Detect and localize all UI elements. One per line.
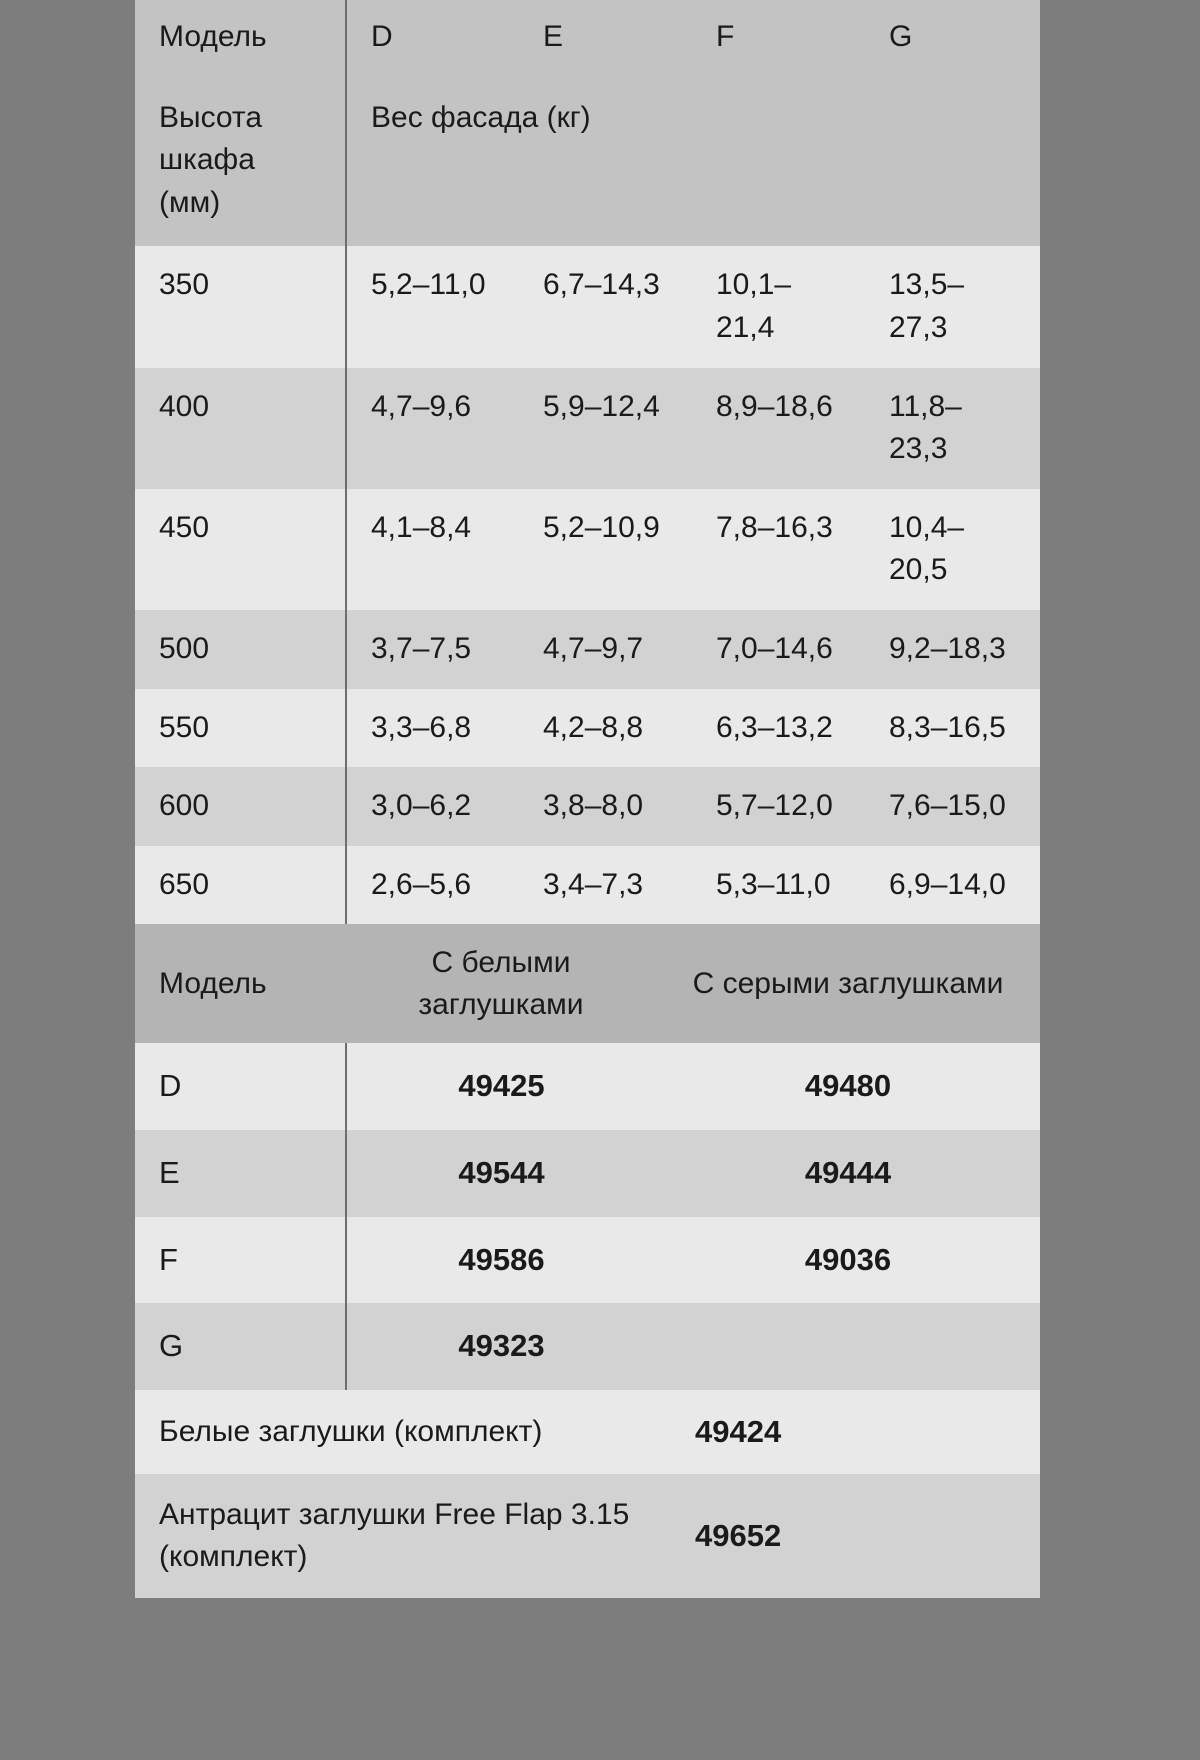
cell-f: 7,0–14,6	[692, 610, 865, 689]
cell-d: 3,7–7,5	[346, 610, 519, 689]
cell-f: 7,8–16,3	[692, 489, 865, 610]
cell-g: 8,3–16,5	[865, 689, 1040, 768]
cell-g: 9,2–18,3	[865, 610, 1040, 689]
table-row	[135, 767, 1040, 846]
header-e: E	[519, 0, 692, 77]
table-header-row	[135, 0, 1040, 77]
cell-d: 3,0–6,2	[346, 767, 519, 846]
weight-table-head	[135, 0, 1040, 77]
cell-e: 3,8–8,0	[519, 767, 692, 846]
cell-g: 13,5–27,3	[865, 246, 1040, 367]
order-codes-table	[135, 924, 1040, 1390]
table-row	[135, 1390, 1040, 1473]
row-model: D	[135, 1043, 346, 1130]
cell-e: 4,2–8,8	[519, 689, 692, 768]
cell-d: 5,2–11,0	[346, 246, 519, 367]
cell-white-code: 49425	[346, 1043, 656, 1130]
weight-table-body	[135, 77, 1040, 925]
header-white-caps: С белыми заглушками	[346, 924, 656, 1043]
cell-f: 6,3–13,2	[692, 689, 865, 768]
cell-grey-code	[656, 1303, 1040, 1390]
table-row	[135, 1043, 1040, 1130]
cell-d: 2,6–5,6	[346, 846, 519, 925]
codes-table-body	[135, 1043, 1040, 1390]
table-row	[135, 489, 1040, 610]
table-row	[135, 246, 1040, 367]
cell-d: 3,3–6,8	[346, 689, 519, 768]
cell-grey-code: 49444	[656, 1130, 1040, 1217]
table-header-row	[135, 924, 1040, 1043]
row-model: G	[135, 1303, 346, 1390]
cell-e: 5,2–10,9	[519, 489, 692, 610]
cell-e: 4,7–9,7	[519, 610, 692, 689]
cell-g: 6,9–14,0	[865, 846, 1040, 925]
cell-white-code: 49586	[346, 1217, 656, 1304]
row-height: 450	[135, 489, 346, 610]
cell-grey-code: 49036	[656, 1217, 1040, 1304]
row-height: 500	[135, 610, 346, 689]
cell-g: 11,8–23,3	[865, 368, 1040, 489]
table-row	[135, 368, 1040, 489]
row-model: F	[135, 1217, 346, 1304]
row-height: 550	[135, 689, 346, 768]
cell-f: 8,9–18,6	[692, 368, 865, 489]
header-grey-caps: С серыми заглушками	[656, 924, 1040, 1043]
header-model: Модель	[135, 924, 346, 1043]
cell-g: 7,6–15,0	[865, 767, 1040, 846]
tables-container	[135, 0, 1040, 1598]
header-f: F	[692, 0, 865, 77]
cell-d: 4,7–9,6	[346, 368, 519, 489]
table-row	[135, 1474, 1040, 1598]
table-row	[135, 1303, 1040, 1390]
row-height: 600	[135, 767, 346, 846]
table-row	[135, 689, 1040, 768]
cell-e: 6,7–14,3	[519, 246, 692, 367]
cell-white-code: 49544	[346, 1130, 656, 1217]
white-caps-set-label: Белые заглушки (комплект)	[135, 1390, 685, 1473]
header-d: D	[346, 0, 519, 77]
table-row	[135, 1217, 1040, 1304]
cell-grey-code: 49480	[656, 1043, 1040, 1130]
cell-g: 10,4–20,5	[865, 489, 1040, 610]
anthracite-caps-set-code: 49652	[685, 1474, 1040, 1598]
caps-sets-body	[135, 1390, 1040, 1597]
cell-f: 5,7–12,0	[692, 767, 865, 846]
cell-d: 4,1–8,4	[346, 489, 519, 610]
row-height: 650	[135, 846, 346, 925]
header-model: Модель	[135, 0, 346, 77]
subheader-facade-weight: Вес фасада (кг)	[346, 77, 1040, 247]
anthracite-caps-set-label: Антрацит заглушки Free Flap 3.15 (комплект)	[135, 1474, 685, 1598]
cell-e: 5,9–12,4	[519, 368, 692, 489]
row-height: 400	[135, 368, 346, 489]
cell-white-code: 49323	[346, 1303, 656, 1390]
codes-table-head	[135, 924, 1040, 1043]
facade-weight-table	[135, 0, 1040, 924]
row-model: E	[135, 1130, 346, 1217]
table-row	[135, 846, 1040, 925]
cell-f: 5,3–11,0	[692, 846, 865, 925]
table-row	[135, 1130, 1040, 1217]
cell-f: 10,1–21,4	[692, 246, 865, 367]
row-height: 350	[135, 246, 346, 367]
cell-e: 3,4–7,3	[519, 846, 692, 925]
white-caps-set-code: 49424	[685, 1390, 1040, 1473]
header-g: G	[865, 0, 1040, 77]
caps-sets-table	[135, 1390, 1040, 1597]
subheader-cabinet-height: Высота шкафа (мм)	[135, 77, 346, 247]
table-row	[135, 610, 1040, 689]
subheader-row	[135, 77, 1040, 247]
